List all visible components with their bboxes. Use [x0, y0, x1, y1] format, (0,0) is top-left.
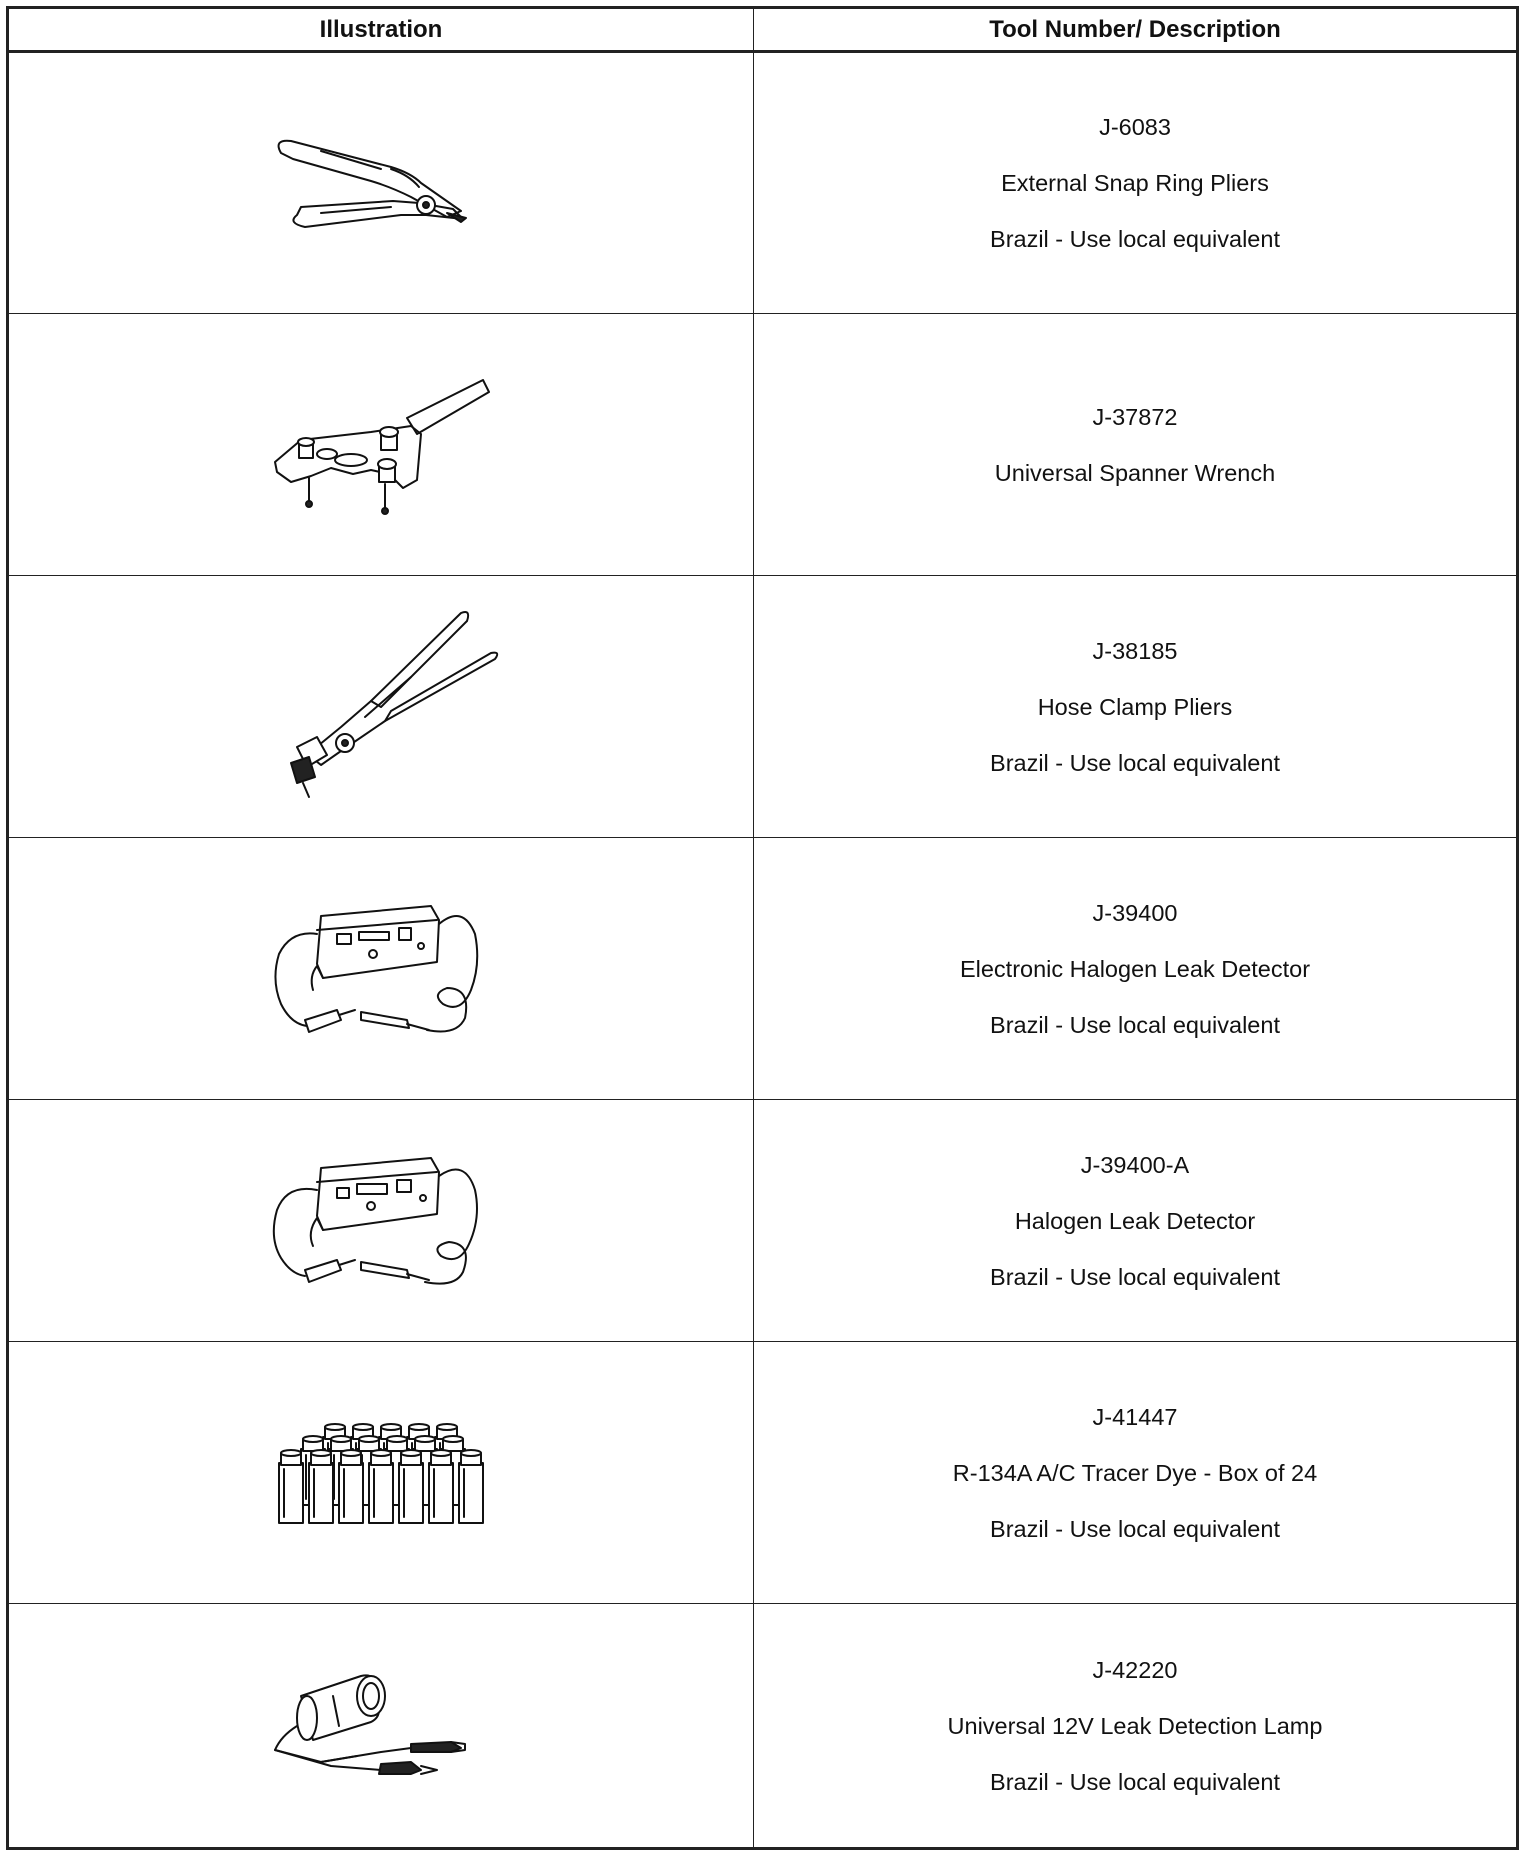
description-cell	[754, 1342, 1518, 1604]
dye-bottles-icon	[261, 1413, 501, 1533]
illustration-cell	[8, 1342, 754, 1604]
tool-description: R-134A A/C Tracer Dye - Box of 24	[952, 1459, 1318, 1486]
description-cell	[754, 576, 1518, 838]
dye-bottle-icon	[399, 1450, 423, 1523]
table-row	[8, 314, 1518, 576]
tool-note: Brazil - Use local equivalent	[990, 1768, 1280, 1795]
tool-note: Brazil - Use local equivalent	[990, 226, 1280, 252]
special-tools-table	[6, 6, 1519, 1850]
illustration-cell	[8, 52, 754, 314]
tools-sheet	[6, 6, 1516, 1846]
illustration-cell	[8, 576, 754, 838]
tool-number: J-39400-A	[1080, 1151, 1190, 1178]
description-cell	[754, 52, 1518, 314]
dye-bottle-icon	[279, 1450, 303, 1523]
illustration-cell	[8, 1604, 754, 1849]
tool-number: J-42220	[1092, 1656, 1178, 1683]
leak-detector-icon	[261, 894, 501, 1044]
dye-bottle-icon	[309, 1450, 333, 1523]
tool-number: J-39400	[1092, 899, 1178, 926]
illustration-cell	[8, 1100, 754, 1342]
illustration-cell	[8, 838, 754, 1100]
leak-detection-lamp-icon	[261, 1666, 501, 1786]
illustration-cell	[8, 314, 754, 576]
table-row	[8, 1604, 1518, 1849]
dye-bottle-icon	[429, 1450, 453, 1523]
tool-number: J-41447	[1092, 1403, 1178, 1430]
table-row	[8, 1342, 1518, 1604]
tool-description: External Snap Ring Pliers	[1001, 170, 1269, 196]
tool-number: J-6083	[1099, 114, 1171, 140]
tool-note: Brazil - Use local equivalent	[990, 1011, 1280, 1038]
hose-clamp-pliers-icon	[261, 607, 501, 807]
description-cell	[754, 1604, 1518, 1849]
snap-ring-pliers-icon	[261, 123, 501, 243]
tool-number: J-38185	[1092, 637, 1178, 664]
tool-number: J-37872	[1092, 403, 1178, 430]
description-cell	[754, 314, 1518, 576]
table-row	[8, 1100, 1518, 1342]
description-cell	[754, 838, 1518, 1100]
table-row	[8, 838, 1518, 1100]
tool-description: Universal Spanner Wrench	[994, 459, 1276, 486]
tool-note: Brazil - Use local equivalent	[990, 1263, 1280, 1290]
description-column-header: Tool Number/ Description	[754, 8, 1518, 52]
spanner-wrench-icon	[261, 370, 501, 520]
tool-description: Universal 12V Leak Detection Lamp	[947, 1712, 1323, 1739]
tool-description: Hose Clamp Pliers	[1037, 693, 1233, 720]
tool-note: Brazil - Use local equivalent	[990, 1515, 1280, 1542]
dye-bottle-icon	[339, 1450, 363, 1523]
tool-note: Brazil - Use local equivalent	[990, 749, 1280, 776]
leak-detector-icon	[261, 1146, 501, 1296]
tool-description: Electronic Halogen Leak Detector	[959, 955, 1311, 982]
dye-bottle-icon	[459, 1450, 483, 1523]
illustration-column-header: Illustration	[8, 8, 754, 52]
dye-bottle-icon	[369, 1450, 393, 1523]
table-header-row	[8, 8, 1518, 52]
table-row	[8, 52, 1518, 314]
description-cell	[754, 1100, 1518, 1342]
table-row	[8, 576, 1518, 838]
tool-description: Halogen Leak Detector	[1014, 1207, 1256, 1234]
